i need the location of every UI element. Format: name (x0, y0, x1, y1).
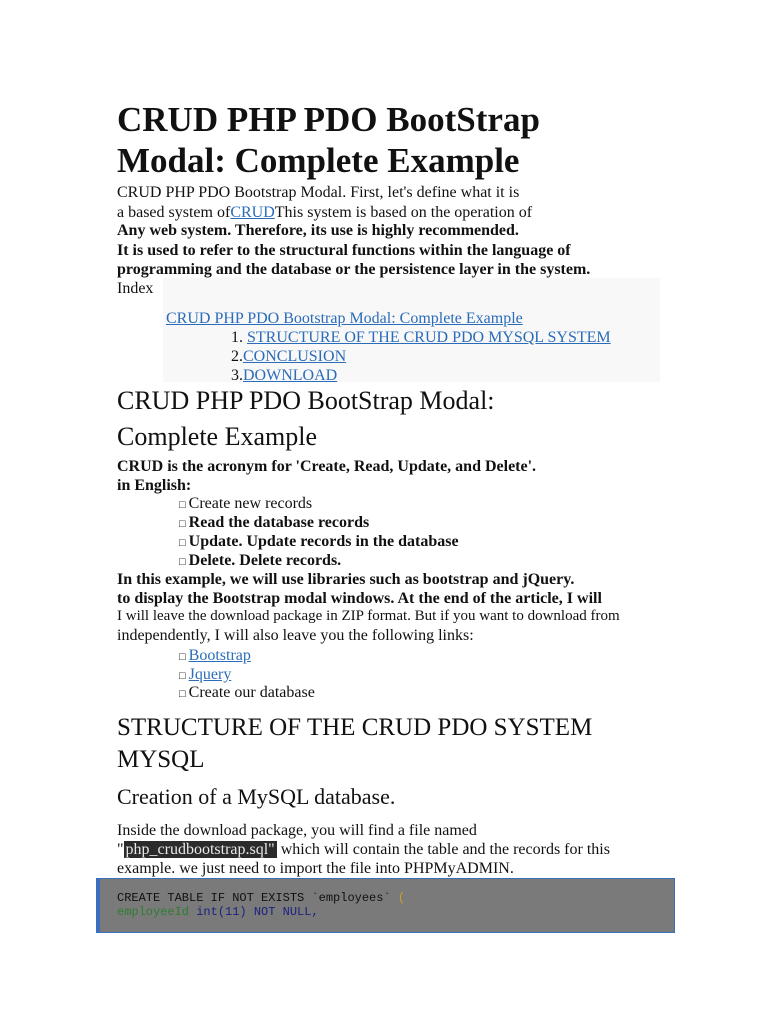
bullet-square-icon: □ (179, 556, 186, 568)
sql-filename: php_crudbootstrap.sql" (125, 841, 275, 858)
in-english-line: in English: (117, 477, 192, 494)
bullet-item-1 (179, 494, 312, 515)
crud-link[interactable]: CRUD (230, 204, 275, 221)
quote-mark: " (117, 841, 124, 858)
index-label: Index (117, 280, 154, 297)
bootstrap-link[interactable]: Bootstrap (188, 647, 251, 664)
intro-line3: Any web system. Therefore, its use is highly recommended. (117, 222, 519, 239)
bullet-item-4-text: Delete. Delete records. (188, 552, 342, 569)
bullet-item-2 (179, 513, 369, 534)
code-keyword: CREATE TABLE IF NOT EXISTS (117, 891, 305, 905)
acronym-line: CRUD is the acronym for 'Create, Read, Update, and Delete'. (117, 458, 537, 475)
toc-item-2-num: 2. (231, 348, 243, 365)
bullet-square-icon: □ (179, 518, 186, 530)
page-title-line2: Modal: Complete Example (117, 141, 520, 180)
example-line2: to display the Bootstrap modal windows. At the end of the article, I will (117, 590, 602, 607)
intro-line5: programming and the database or the persistence layer in the system. (117, 261, 591, 278)
toc-item-2 (231, 347, 346, 366)
toc-item-1 (231, 328, 611, 347)
section2-heading-line1: STRUCTURE OF THE CRUD PDO SYSTEM (117, 714, 593, 741)
code-column-type: int(11) (196, 905, 247, 919)
bullet-item-4 (179, 551, 341, 572)
code-column-rest: NOT NULL, (253, 905, 319, 919)
toc-item-2-link[interactable]: CONCLUSION (243, 348, 347, 365)
intro-line2-suffix: This system is based on the operation of (274, 204, 533, 221)
bullet-item-1-text: Create new records (188, 495, 313, 512)
create-database-text: Create our database (188, 684, 315, 701)
code-line1 (117, 891, 405, 906)
code-table-name: `employees` (311, 891, 391, 905)
bullet-item-3 (179, 532, 459, 553)
toc-item-1-link[interactable]: STRUCTURE OF THE CRUD PDO MYSQL SYSTEM (247, 329, 611, 346)
toc-item-3-num: 3. (231, 367, 243, 384)
bullet-item-3-text: Update. Update records in the database (188, 533, 459, 550)
toc-item-3-link[interactable]: DOWNLOAD (243, 367, 338, 384)
page-title-line1: CRUD PHP PDO BootStrap (117, 100, 540, 139)
section1-heading-line2: Complete Example (117, 422, 318, 451)
bullet-square-icon: □ (179, 670, 186, 682)
intro-line2 (117, 203, 532, 222)
intro-line4: It is used to refer to the structural functions within the language of (117, 242, 571, 259)
bullet-square-icon: □ (179, 688, 186, 700)
example-line4: independently, I will also leave you the following links: (117, 627, 474, 644)
bullet-square-icon: □ (179, 651, 186, 663)
link-item-bootstrap (179, 646, 251, 667)
download-line1: Inside the download package, you will find a file named (117, 822, 477, 839)
example-line3: I will leave the download package in ZIP format. But if you want to download from (117, 608, 620, 624)
toc-item-3 (231, 366, 337, 385)
intro-line1: CRUD PHP PDO Bootstrap Modal. First, let's define what it is (117, 184, 520, 201)
section1-heading-line1: CRUD PHP PDO BootStrap Modal: (117, 386, 495, 415)
code-line2 (117, 905, 319, 920)
code-column-name: employeeId (117, 905, 190, 919)
toc-item-1-num: 1. (231, 329, 247, 346)
bullet-square-icon: □ (179, 499, 186, 511)
intro-line2-prefix: a based system of (117, 204, 231, 221)
toc-main-link[interactable]: CRUD PHP PDO Bootstrap Modal: Complete Example (166, 310, 523, 327)
bullet-square-icon: □ (179, 537, 186, 549)
section2-subheading: Creation of a MySQL database. (117, 784, 396, 809)
download-line3: example. we just need to import the file into PHPMyADMIN. (117, 860, 514, 877)
code-paren: ( (397, 891, 406, 905)
download-line2 (117, 840, 610, 859)
example-line1: In this example, we will use libraries such as bootstrap and jQuery. (117, 571, 575, 588)
bullet-item-2-text: Read the database records (188, 514, 370, 531)
download-line2-rest: which will contain the table and the records for this (280, 841, 610, 858)
jquery-link[interactable]: Jquery (188, 666, 232, 683)
link-item-database (179, 683, 315, 704)
section2-heading-line2: MYSQL (117, 746, 205, 773)
